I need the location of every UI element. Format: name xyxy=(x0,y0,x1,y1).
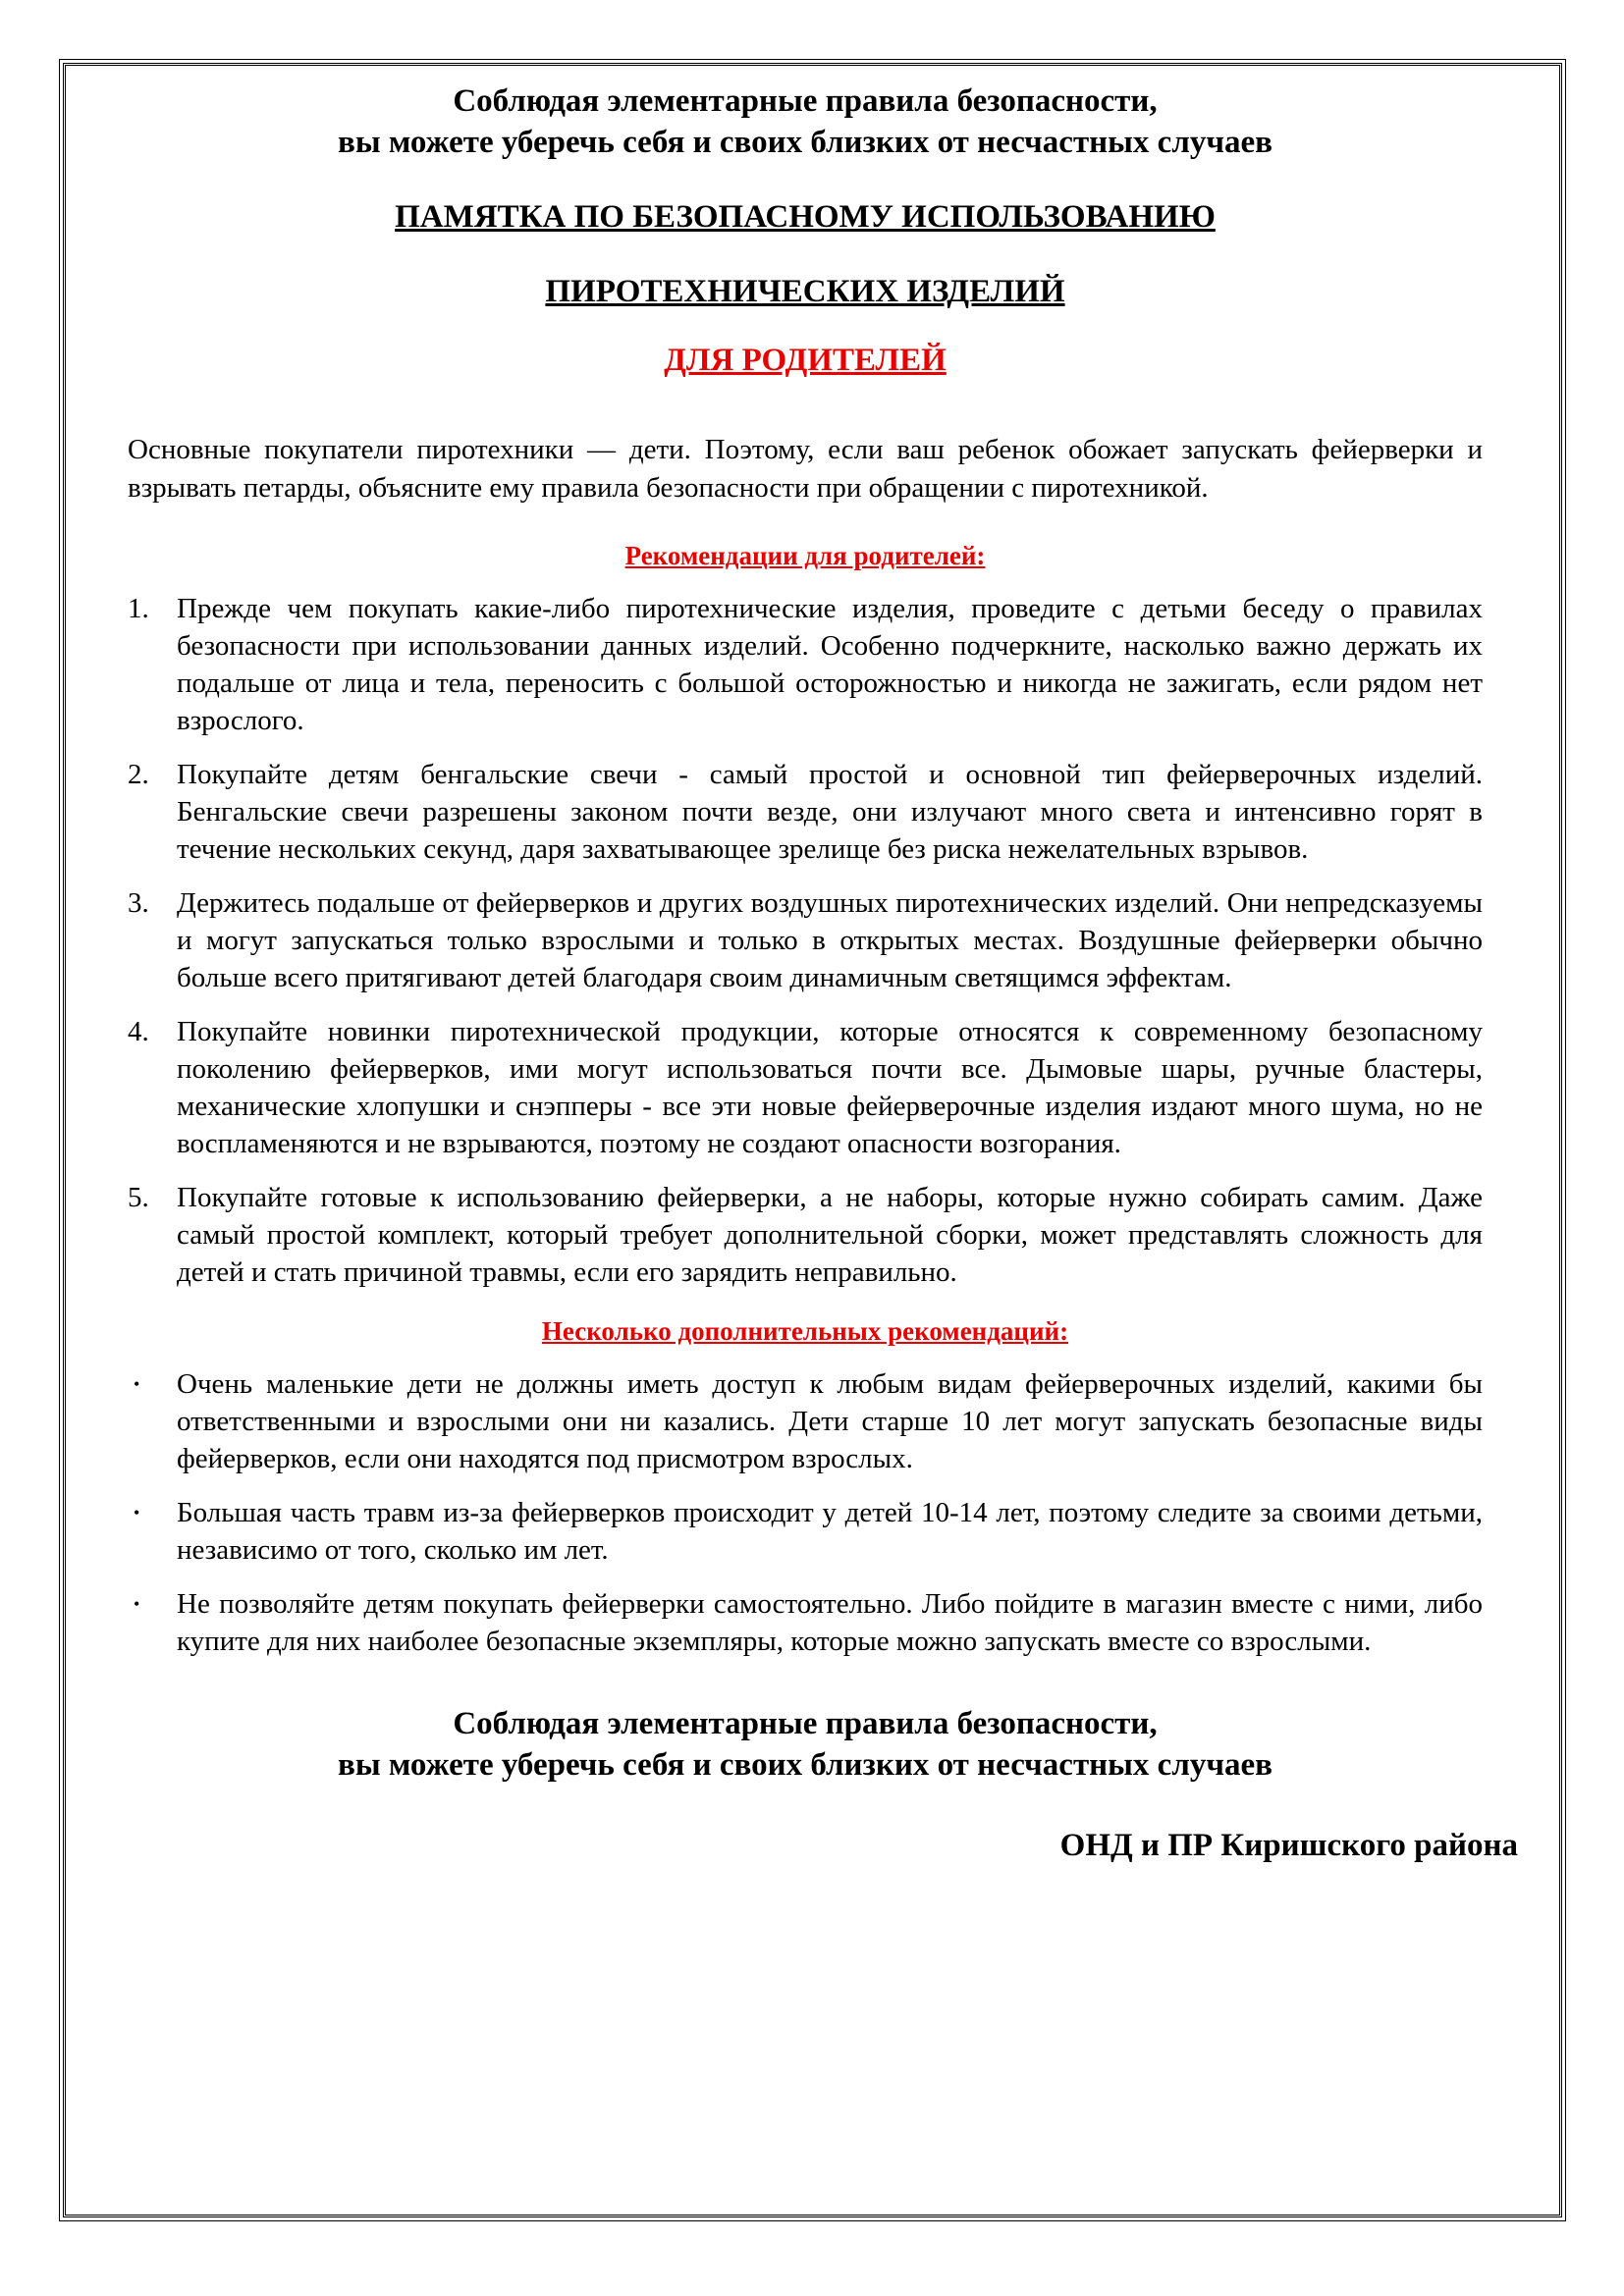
list-item-text: Большая часть травм из-за фейерверков происходит у детей 10-14 лет, поэтому следите за своими детьми, независимо от того, сколько им лет. xyxy=(177,1497,1483,1566)
list-item-text: Покупайте детям бенгальские свечи - самый простой и основной тип фейерверочных изделий. Бенгальские свечи разрешены законом почти везде, они излучают много света и интенсивно горят в течение нескольких секунд, даря захватывающее зрелище без риска нежелательных взрывов. xyxy=(177,759,1483,865)
list-item-number: 3. xyxy=(128,887,149,919)
bullet-icon: • xyxy=(134,1374,140,1394)
header-line-1: Соблюдая элементарные правила безопасности, xyxy=(453,83,1158,119)
title-audience: ДЛЯ РОДИТЕЛЕЙ xyxy=(664,343,947,378)
bullet-icon: • xyxy=(134,1594,140,1614)
list-item-number: 2. xyxy=(128,759,149,790)
list-item-number: 1. xyxy=(128,593,149,624)
list-item-text: Прежде чем покупать какие-либо пиротехнические изделия, проведите с детьми беседу о правилах безопасности при использовании данных изделий. Особенно подчеркните, насколько важно держать их подальше от лица и тела, переносить с большой осторожностью и никогда не зажигать, если рядом нет взрослого. xyxy=(177,593,1483,736)
list-item-number: 4. xyxy=(128,1016,149,1047)
list-item xyxy=(128,884,1483,996)
title-line-2: ПИРОТЕХНИЧЕСКИХ ИЗДЕЛИЙ xyxy=(545,274,1065,309)
list-item-text: Не позволяйте детям покупать фейерверки самостоятельно. Либо пойдите в магазин вместе с ними, либо купите для них наиболее безопасные экземпляры, которые можно запускать вместе со взрослыми. xyxy=(177,1588,1483,1657)
list-item xyxy=(128,1585,1483,1660)
recommendations-heading: Рекомендации для родителей: xyxy=(624,541,986,570)
recommendations-list xyxy=(128,590,1483,1291)
title-line-1: ПАМЯТКА ПО БЕЗОПАСНОМУ ИСПОЛЬЗОВАНИЮ xyxy=(395,199,1216,235)
list-item-text: Покупайте готовые к использованию фейерверки, а не наборы, которые нужно собирать самим. Даже самый простой комплект, который требует дополнительной сборки, может представлять сложность для детей и стать причиной травмы, если его зарядить неправильно. xyxy=(177,1182,1483,1288)
intro-paragraph: Основные покупатели пиротехники — дети. Поэтому, если ваш ребенок обожает запускать фейерверки и взрывать петарды, объясните ему правила безопасности при обращении с пиротехникой. xyxy=(128,434,1483,504)
document-body xyxy=(128,80,1518,1866)
list-item-text: Держитесь подальше от фейерверков и других воздушных пиротехнических изделий. Они непредсказуемы и могут запускаться только взрослыми и только в открытых местах. Воздушные фейерверки обычно больше всего притягивают детей благодаря своим динамичным светящимся эффектам. xyxy=(177,887,1483,993)
header-line-2: вы можете уберечь себя и своих близких от несчастных случаев xyxy=(338,125,1272,160)
list-item xyxy=(128,1365,1483,1477)
list-item-text: Покупайте новинки пиротехнической продукции, которые относятся к современному безопасному поколению фейерверков, ими могут использоваться почти все. Дымовые шары, ручные бластеры, механические хлопушки и снэпперы - все эти новые фейерверочные изделия издают много шума, но не воспламеняются и не взрываются, поэтому не создают опасности возгорания. xyxy=(177,1016,1483,1159)
bullet-icon: • xyxy=(134,1503,140,1522)
footer-line-2: вы можете уберечь себя и своих близких от несчастных случаев xyxy=(338,1747,1272,1783)
list-item xyxy=(128,756,1483,868)
list-item-text: Очень маленькие дети не должны иметь доступ к любым видам фейерверочных изделий, какими бы ответственными и взрослыми они ни казались. Дети старше 10 лет могут запускать безопасные виды фейерверков, если они находятся под присмотром взрослых. xyxy=(177,1368,1483,1474)
list-item xyxy=(128,1013,1483,1162)
additional-heading: Несколько дополнительных рекомендаций: xyxy=(541,1316,1069,1346)
list-item-number: 5. xyxy=(128,1182,149,1213)
signature: ОНД и ПР Киришского района xyxy=(1059,1828,1518,1863)
list-item xyxy=(128,1179,1483,1291)
footer-block xyxy=(128,1703,1483,1786)
additional-list xyxy=(128,1365,1483,1660)
footer-line-1: Соблюдая элементарные правила безопасности, xyxy=(453,1706,1158,1741)
list-item xyxy=(128,1494,1483,1569)
list-item xyxy=(128,590,1483,739)
